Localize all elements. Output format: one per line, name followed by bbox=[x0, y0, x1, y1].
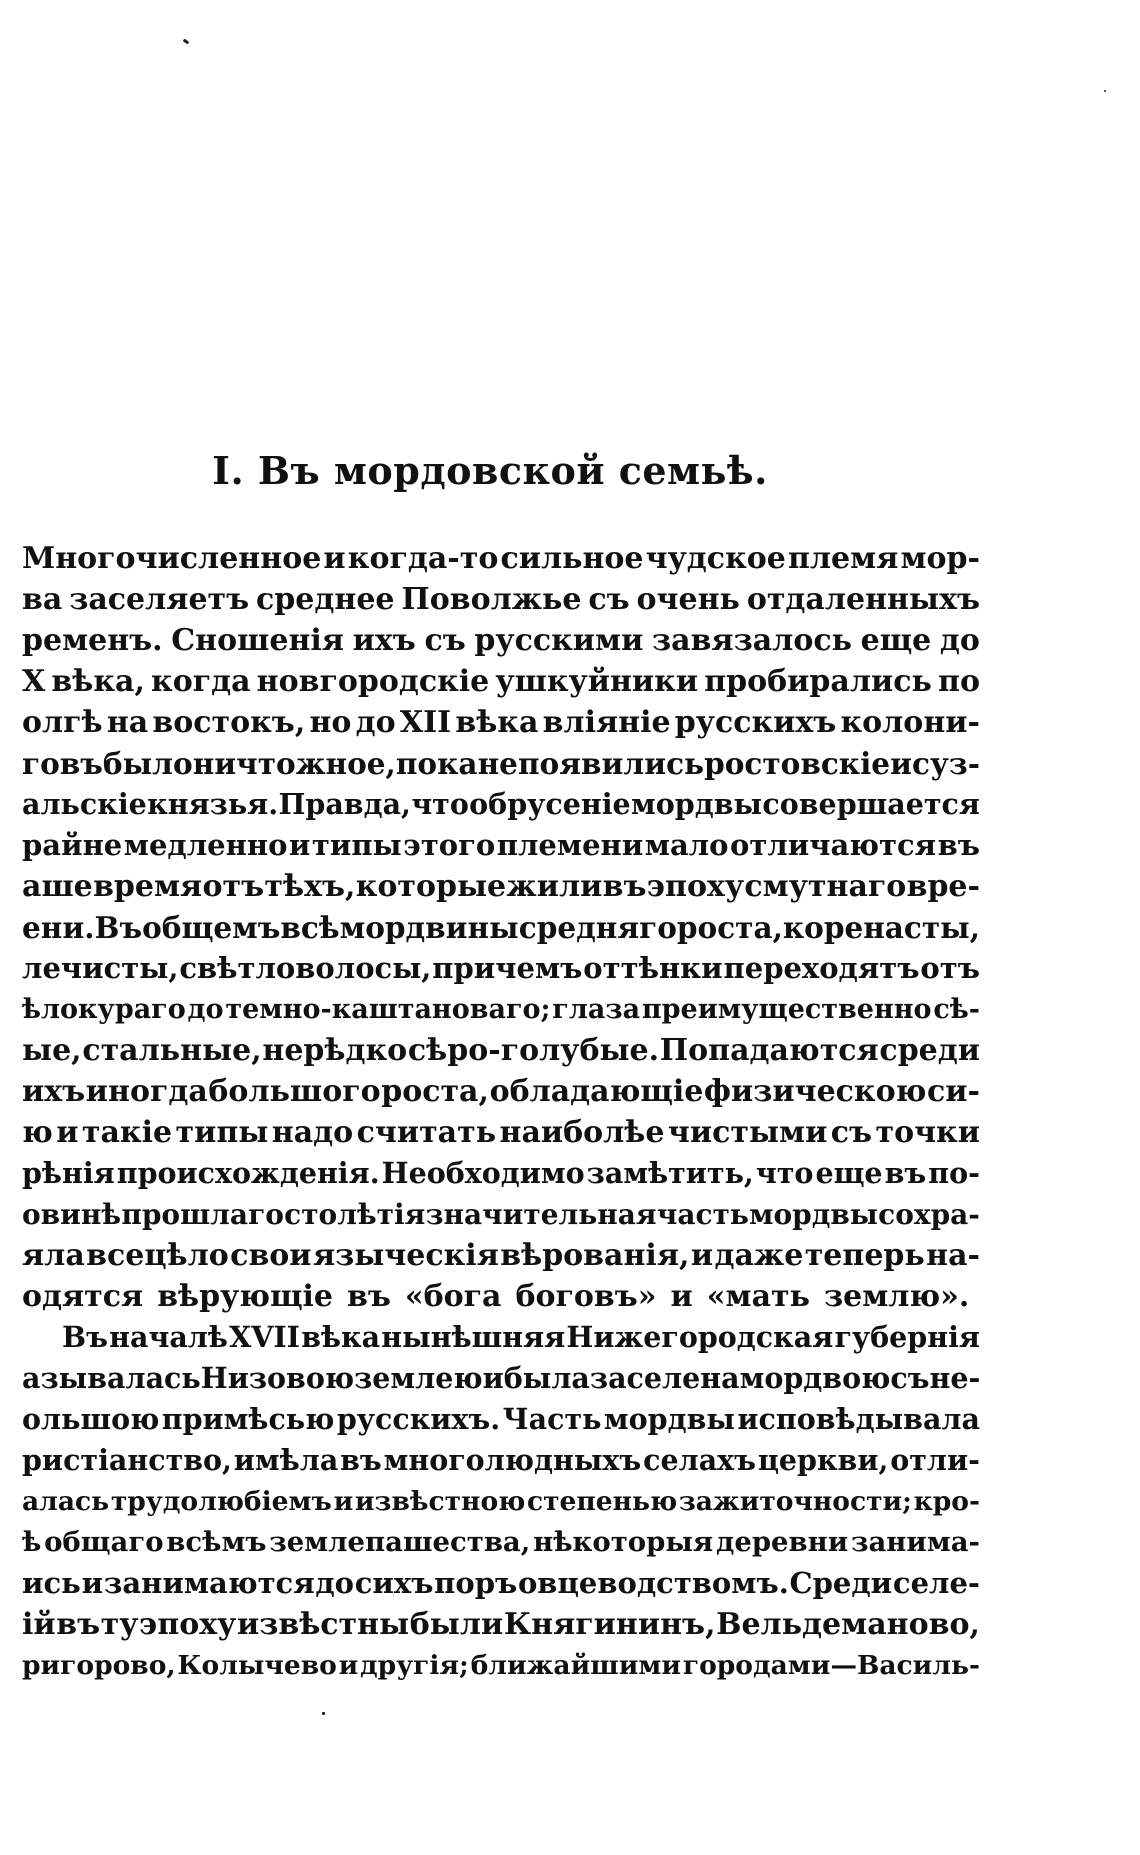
text-line: альскіе князья. Правда, что обрусеніе мордвы совершается bbox=[22, 787, 980, 821]
text-line: Въ началѣ XVII вѣка нынѣшняя Нижегородская губернія bbox=[62, 1320, 980, 1354]
chapter-title: I. Въ мордовской семьѣ. bbox=[212, 448, 768, 493]
body-text bbox=[22, 538, 980, 1686]
text-line: аше время отъ тѣхъ, которые жили въ эпоху смутнаго вре- bbox=[22, 869, 980, 904]
text-line: Х вѣка, когда новгородскіе ушкуйники пробирались по bbox=[22, 664, 980, 699]
text-line: ригорово, Колычево и другія; ближайшими городами—Василь- bbox=[22, 1650, 980, 1681]
text-line: Многочисленное и когда-то сильное чудское племя мор- bbox=[22, 541, 980, 576]
text-line: ись и занимаются до сихъ поръ овцеводствомъ. Среди селе- bbox=[22, 1566, 980, 1600]
text-line: ременъ. Сношенія ихъ съ русскими завязалось еще до bbox=[22, 623, 980, 658]
print-speck bbox=[322, 1712, 325, 1715]
text-line: ени. Въ общемъ всѣ мордвины средняго роста, коренасты, bbox=[22, 910, 980, 945]
text-line: одятся вѣрующіе въ «бога боговъ» и «мать землю». bbox=[22, 1279, 970, 1314]
text-line: говъ было ничтожное, пока не появились ростовскіе и суз- bbox=[22, 746, 980, 781]
text-line: ихъ иногда большого роста, обладающіе физическою си- bbox=[22, 1074, 980, 1109]
text-line: ва заселяетъ среднее Поволжье съ очень отдаленныхъ bbox=[22, 582, 980, 617]
text-line: азывалась Низовою землею и была заселена мордвою съ не- bbox=[22, 1361, 980, 1395]
text-line: овинѣ прошлаго столѣтія значительная часть мордвы сохра- bbox=[22, 1198, 980, 1231]
text-line: алась трудолюбіемъ и извѣстною степенью зажиточности; кро- bbox=[22, 1486, 980, 1517]
text-line: яла всецѣло свои языческія вѣрованія, и даже теперь на- bbox=[22, 1238, 980, 1273]
text-line: ѣ общаго всѣмъ землепашества, нѣкоторыя деревни занима- bbox=[22, 1526, 980, 1558]
text-line: ю и такіе типы надо считать наиболѣе чистыми съ точки bbox=[22, 1115, 980, 1150]
text-line: ій въ ту эпоху извѣстны были Княгининъ, Вельдеманово, bbox=[22, 1607, 980, 1642]
text-line: ые, стальные, нерѣдко сѣро-голубые. Попадаются среди bbox=[22, 1033, 980, 1068]
print-speck bbox=[183, 39, 190, 45]
text-line: райне медленно и типы этого племени мало отличаются въ bbox=[22, 828, 980, 862]
text-line: олгѣ на востокъ, но до XII вѣка вліяніе русскихъ колони- bbox=[22, 705, 980, 740]
text-line: рѣнія происхожденія. Необходимо замѣтить, что еще въ по- bbox=[22, 1156, 980, 1190]
print-speck bbox=[1104, 90, 1106, 92]
text-line: ристіанство, имѣла въ многолюдныхъ селахъ церкви, отли- bbox=[22, 1443, 980, 1477]
text-line: ольшою примѣсью русскихъ. Часть мордвы исповѣдывала bbox=[22, 1402, 980, 1436]
text-line: лечисты, свѣтловолосы, причемъ оттѣнки переходятъ отъ bbox=[22, 951, 980, 985]
text-line: ѣлокураго до темно-каштановаго; глаза преимущественно сѣ- bbox=[22, 994, 980, 1025]
